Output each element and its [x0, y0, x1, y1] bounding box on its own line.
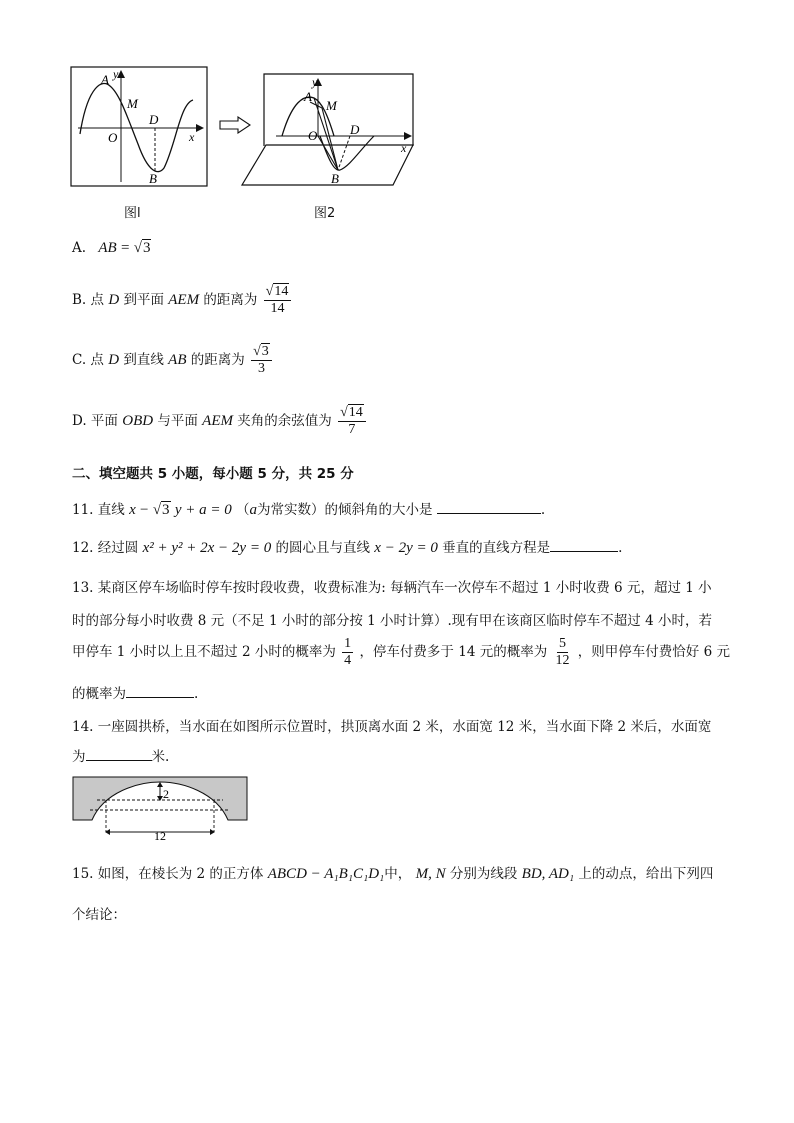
q15-text-1b: 中， — [384, 866, 412, 882]
arch-width-label: 12 — [154, 829, 166, 843]
q14-answer-blank[interactable] — [86, 748, 152, 761]
option-b — [72, 284, 293, 317]
q13-line-3 — [72, 636, 730, 669]
q12-circle-eq: x² + y² + 2x − 2y = 0 — [142, 540, 272, 556]
question-12 — [72, 536, 622, 557]
q15-segs: BD, AD₁ — [521, 866, 575, 882]
q14-line-2 — [72, 745, 169, 765]
fig1-label-B: B — [149, 171, 157, 186]
option-d — [72, 405, 368, 438]
q11-answer-blank[interactable] — [437, 501, 541, 514]
option-d-plane1: OBD — [122, 413, 154, 430]
figure-2 — [238, 70, 418, 190]
fig2-label-D: D — [350, 122, 360, 137]
q14-line-1: 14. 一座圆拱桥，当水面在如图所示位置时，拱顶离水面 2 米，水面宽 12 米，当水面下降 2 米后，水面宽 — [72, 719, 712, 735]
option-c-mid: 到直线 — [123, 352, 164, 369]
fig1-label-M: M — [127, 96, 138, 111]
fig2-label-x: x — [401, 141, 407, 155]
q13-text-3c: ，则甲停车付费恰好 6 元 — [577, 644, 730, 661]
q15-text-1c: 分别为线段 — [449, 866, 518, 882]
q13-f2-num: 5 — [557, 636, 568, 653]
q12-end: . — [618, 540, 623, 556]
figure-1 — [68, 64, 210, 190]
q12-text-2: 的圆心且与直线 — [275, 540, 370, 556]
option-c-line: AB — [168, 352, 187, 369]
q13-line-4 — [72, 682, 198, 702]
option-c-prefix: C. 点 — [72, 352, 104, 369]
q13-fraction-2 — [554, 636, 572, 669]
fig2-label-B: B — [331, 171, 339, 186]
option-d-num: 14 — [348, 405, 363, 420]
q13-end: . — [194, 686, 199, 702]
q13-text-3a: 甲停车 1 小时以上且不超过 2 小时的概率为 — [72, 644, 336, 661]
q11-eq-rest: y + a = 0 — [174, 502, 232, 518]
option-b-plane: AEM — [168, 292, 200, 309]
q15-line-1 — [72, 862, 713, 883]
q11-eq-radicand: 3 — [162, 502, 170, 518]
arch-bridge-figure — [70, 774, 252, 846]
fig1-label-O: O — [108, 130, 118, 145]
q12-number: 12. — [72, 540, 94, 556]
option-c — [72, 344, 274, 377]
q13-f1-num: 1 — [342, 636, 353, 653]
option-d-prefix: D. 平面 — [72, 413, 118, 430]
arch-height-label: 2 — [163, 787, 169, 801]
fig2-label-M: M — [326, 98, 337, 113]
q15-cube: ABCD − A₁B₁C₁D₁ — [267, 866, 385, 882]
q11-text-2: （ — [236, 502, 250, 518]
q15-text-1d: 上的动点，给出下列四 — [578, 866, 714, 882]
section-2-title: 二、填空题共 5 小题，每小题 5 分，共 25 分 — [72, 466, 354, 482]
figure-2-caption: 图2 — [314, 206, 336, 221]
fig2-label-O: O — [308, 128, 318, 143]
option-c-den: 3 — [257, 361, 265, 377]
option-c-tail: 的距离为 — [190, 352, 245, 369]
fig2-label-y: y — [312, 75, 318, 89]
q13-answer-blank[interactable] — [126, 685, 194, 698]
q12-text-3: 垂直的直线方程是 — [442, 540, 551, 556]
fig2-label-A: A — [304, 89, 312, 104]
option-d-mid: 与平面 — [157, 413, 198, 430]
q11-eq-minus: − — [140, 502, 149, 518]
q12-line-eq: x − 2y = 0 — [374, 540, 438, 556]
option-b-tail: 的距离为 — [203, 292, 258, 309]
option-b-num: 14 — [274, 284, 289, 299]
fig1-label-D: D — [149, 112, 159, 127]
fig1-label-A: A — [101, 72, 109, 87]
q15-line-2: 个结论： — [72, 907, 126, 923]
option-a: A. AB = √3 — [72, 240, 151, 256]
option-a-radicand: 3 — [142, 240, 151, 256]
q12-answer-blank[interactable] — [550, 539, 618, 552]
q13-text-3b: ，停车付费多于 14 元的概率为 — [359, 644, 548, 661]
option-b-point: D — [108, 292, 120, 309]
fig1-label-x: x — [189, 130, 195, 144]
question-11: 11. 直线 x − √3 y + a = 0 （a为常实数）的倾斜角的大小是 . — [72, 502, 546, 518]
option-c-point: D — [108, 352, 120, 369]
option-b-prefix: B. 点 — [72, 292, 105, 309]
q13-fraction-1 — [342, 636, 353, 669]
q12-text-1: 经过圆 — [97, 540, 139, 556]
q14-text-2a: 为 — [72, 749, 86, 765]
option-a-lhs: AB — [98, 240, 117, 256]
option-d-plane2: AEM — [202, 413, 233, 430]
q11-a: a — [249, 502, 258, 518]
q15-mn: M, N — [415, 866, 446, 882]
option-b-den: 14 — [270, 301, 285, 317]
q11-number: 11. — [72, 502, 94, 518]
option-c-fraction: $\frac{√3}{3}$ — [251, 344, 272, 377]
q13-f1-den: 4 — [344, 653, 352, 669]
q11-text-3: 为常实数）的倾斜角的大小是 — [257, 502, 433, 518]
q15-text-1a: 15. 如图，在棱长为 2 的正方体 — [72, 866, 264, 882]
option-c-num: 3 — [261, 344, 269, 359]
q13-f2-den: 12 — [555, 653, 570, 669]
figure-1-caption: 图l — [124, 206, 141, 221]
option-d-tail: 夹角的余弦值为 — [237, 413, 332, 430]
option-d-den: 7 — [348, 422, 356, 438]
option-a-eq: = — [120, 240, 130, 256]
option-d-fraction: $\frac{√14}{7}$ — [338, 405, 366, 438]
option-b-mid: 到平面 — [123, 292, 164, 309]
q13-line-1: 13. 某商区停车场临时停车按时段收费，收费标准为: 每辆汽车一次停车不超过 1 小时收费 6 元，超过 1 小 — [72, 580, 712, 596]
option-b-fraction: $\frac{√14}{14}$ — [264, 284, 292, 317]
fig1-label-y: y — [113, 67, 119, 81]
option-a-prefix: A. — [72, 240, 87, 256]
q13-text-4: 的概率为 — [72, 686, 126, 702]
q11-text-1: 直线 — [97, 502, 125, 518]
q13-line-2: 时的部分每小时收费 8 元（不足 1 小时的部分按 1 小时计算）.现有甲在该商区临时停车不超过 4 小时，若 — [72, 613, 712, 629]
q11-end: . — [540, 502, 546, 518]
q11-eq-x: x — [129, 502, 136, 518]
q14-text-2b: 米. — [151, 749, 170, 765]
